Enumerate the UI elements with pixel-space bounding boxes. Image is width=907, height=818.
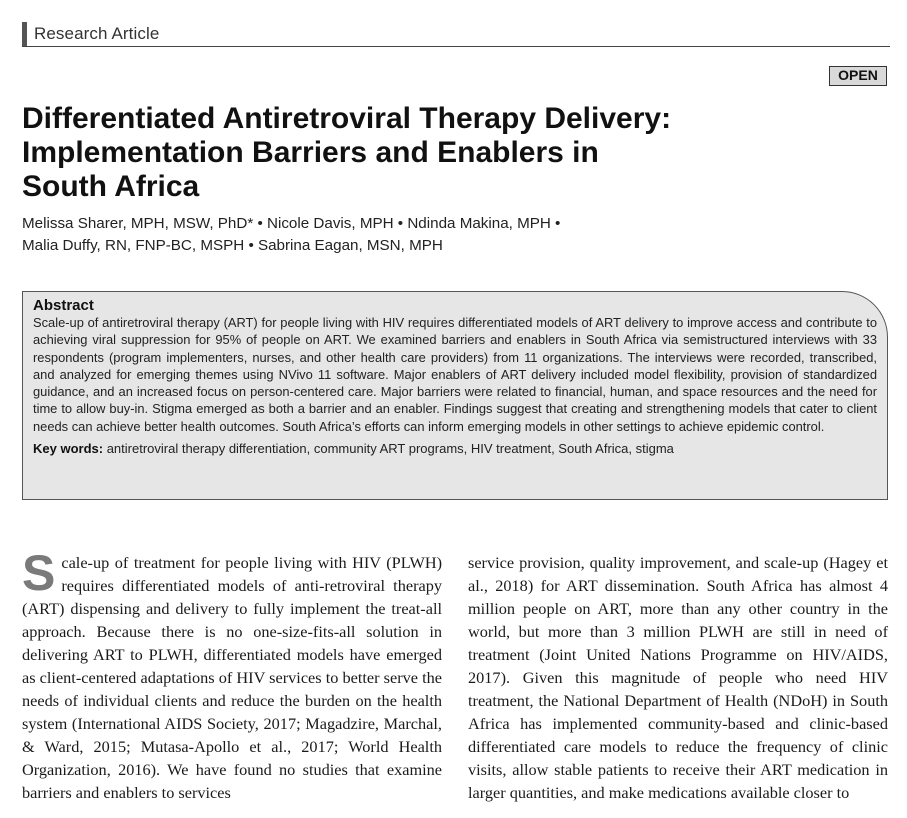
keywords-line <box>33 440 877 457</box>
title-line: South Africa <box>22 170 200 203</box>
author-list <box>22 213 882 257</box>
section-marker <box>22 22 27 46</box>
title-line: Differentiated Antiretroviral Therapy Delivery: <box>22 102 672 135</box>
abstract-heading: Abstract <box>33 297 94 314</box>
keywords-label: Key words: <box>33 441 104 457</box>
title-line: Implementation Barriers and Enablers in <box>22 136 599 169</box>
body-column-left <box>22 545 442 804</box>
keywords-text: antiretroviral therapy differentiation, community ART programs, HIV treatment, South Africa, stigma <box>106 441 674 457</box>
author-line: Melissa Sharer, MPH, MSW, PhD* • Nicole Davis, MPH • Ndinda Makina, MPH • <box>22 215 561 232</box>
body-column-right <box>468 551 888 804</box>
abstract-text: Scale-up of antiretroviral therapy (ART) for people living with HIV requires differentiated models of ART delivery to improve access and contribute to achieving viral suppression for 95% of people on ART. We examined barriers and enablers in South Africa via semistructured interviews with 33 respondents (program implementers, nurses, and other health care providers) from 11 organizations. The interviews were recorded, transcribed, and analyzed for emerging themes using NVivo 11 software. Major enablers of ART delivery included model flexibility, provision of standardized guidance, and an increased focus on person-centered care. Major barriers were related to financial, human, and space resources and the need for time to allow buy-in. Stigma emerged as both a barrier and an enabler. Findings suggest that creating and strengthening models that cater to client needs can achieve better health outcomes. South Africa’s efforts can inform emerging models in other settings to achieve epidemic control. <box>33 315 877 434</box>
body-text-left: cale-up of treatment for people living with HIV (PLWH) requires differentiated models of anti-retroviral therapy (ART) dispensing and delivery to fully implement the treat-all approach. Because there is no one-size-fits-all solution in delivering ART to PLWH, differentiated models have emerged as client-centered adaptations of HIV services to better serve the needs of individual clients and reduce the burden on the health system (International AIDS Society, 2017; Magadzire, Marchal, & Ward, 2015; Mutasa-Apollo et al., 2017; World Health Organization, 2016). We have found no studies that examine barriers and enablers to services <box>22 553 442 802</box>
section-header-bar <box>22 22 890 47</box>
section-label: Research Article <box>34 24 160 43</box>
abstract-box <box>22 291 888 500</box>
drop-cap: S <box>22 545 56 601</box>
article-title <box>22 102 882 204</box>
body-text-right: service provision, quality improvement, and scale-up (Hagey et al., 2018) for ART dissemination. South Africa has almost 4 million people on ART, more than any other country in the world, but more than 3 million PLWH are still in need of treatment (Joint United Nations Programme on HIV/AIDS, 2017). Given this magnitude of people who need HIV treatment, the National Department of Health (NDoH) in South Africa has implemented community-based and clinic-based differentiated care models to reduce the frequency of clinic visits, allow stable patients to receive their ART medication in larger quantities, and make medications available closer to <box>468 553 888 802</box>
open-access-badge: OPEN <box>829 66 887 86</box>
body-paragraph <box>22 545 442 804</box>
author-line: Malia Duffy, RN, FNP-BC, MSPH • Sabrina Eagan, MSN, MPH <box>22 237 443 254</box>
